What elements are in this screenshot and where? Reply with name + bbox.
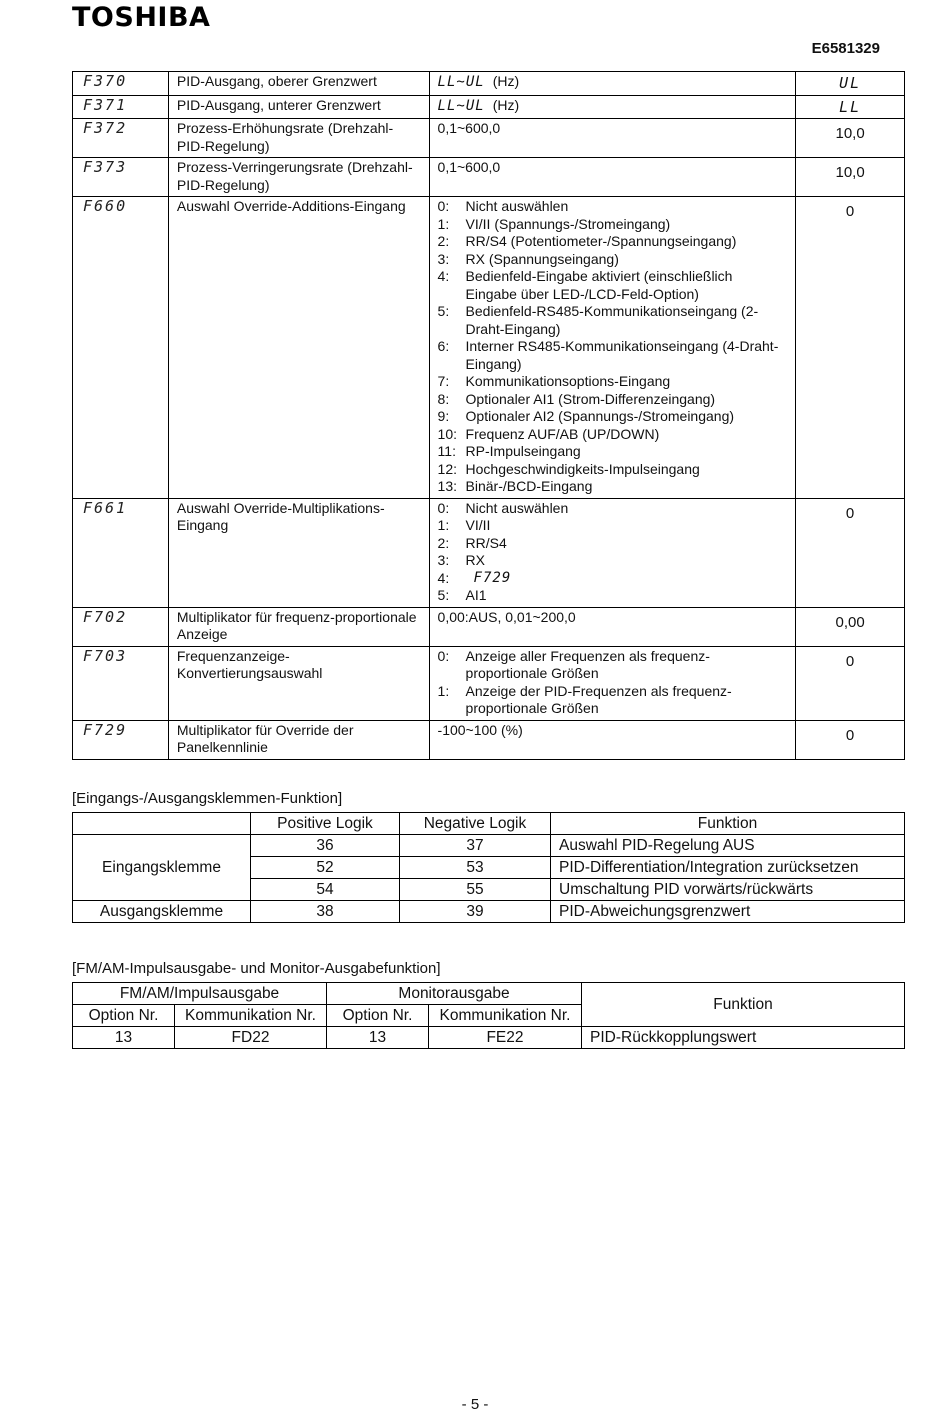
- option-text: Bedienfeld-RS485-Kommunikationseingang (2-Draht-Eingang): [465, 303, 759, 337]
- option-number: 2:: [437, 233, 450, 249]
- list-item: [438, 251, 788, 269]
- option-number-header: Option Nr.: [327, 1005, 429, 1027]
- default-value: UL: [796, 72, 905, 96]
- option-text: Frequenz AUF/AB (UP/DOWN): [465, 425, 660, 442]
- option-text: Nicht auswählen: [465, 499, 569, 516]
- positive-logic-cell: 38: [251, 901, 400, 923]
- option-text: Anzeige aller Frequenzen als frequenz-proportionale Größen: [465, 647, 710, 681]
- positive-logic-cell: 52: [251, 857, 400, 879]
- list-item: [438, 535, 788, 553]
- range-lcd: LL~UL: [437, 74, 485, 90]
- option-number: 3:: [437, 552, 450, 568]
- parameter-range: [429, 197, 796, 499]
- negative-logic-cell: 53: [400, 857, 551, 879]
- list-item: [438, 478, 788, 496]
- default-value: 10,0: [796, 158, 905, 197]
- function-cell: PID-Abweichungsgrenzwert: [551, 901, 905, 923]
- list-item: [438, 373, 788, 391]
- list-item: [438, 408, 788, 426]
- parameter-range: [429, 95, 796, 119]
- list-item: [438, 570, 788, 588]
- table-row: [73, 95, 905, 119]
- option-text: RP-Impulseingang: [465, 443, 581, 459]
- document-id: E6581329: [811, 40, 880, 57]
- list-item: [438, 552, 788, 570]
- communication-number-cell: FE22: [429, 1027, 582, 1049]
- function-cell: Auswahl PID-Regelung AUS: [551, 835, 905, 857]
- parameter-name: Prozess-Erhöhungsrate (Drehzahl-PID-Regelung): [168, 119, 429, 158]
- option-number: 2:: [437, 534, 450, 551]
- positive-logic-cell: 36: [251, 835, 400, 857]
- parameter-range: -100~100 (%): [429, 720, 796, 759]
- default-value: 0: [796, 720, 905, 759]
- monitor-group-row: [73, 983, 905, 1005]
- option-number: 7:: [437, 373, 450, 389]
- default-value: 0: [796, 646, 905, 720]
- default-value: 0: [796, 197, 905, 499]
- parameter-code: F703: [73, 646, 169, 720]
- list-item: [438, 338, 788, 373]
- parameter-code: F370: [73, 72, 169, 96]
- negative-logic-cell: 39: [400, 901, 551, 923]
- option-number: 5:: [437, 587, 450, 603]
- range-unit: (Hz): [492, 73, 520, 89]
- option-number: 0:: [437, 647, 450, 664]
- option-text: AI1: [465, 587, 487, 603]
- default-value: 0,00: [796, 607, 905, 646]
- option-number-cell: 13: [327, 1027, 429, 1049]
- input-terminal-label: Eingangsklemme: [73, 835, 251, 901]
- option-number: 0:: [437, 499, 450, 516]
- option-text: RR/S4: [465, 534, 507, 551]
- option-text: Anzeige der PID-Frequenzen als frequenz-proportionale Größen: [465, 682, 732, 716]
- option-text: RX: [465, 552, 485, 568]
- parameter-range: 0,00:AUS, 0,01~200,0: [429, 607, 796, 646]
- list-item: [438, 391, 788, 409]
- parameter-name: Auswahl Override-Multiplikations-Eingang: [168, 498, 429, 607]
- parameter-code: F702: [73, 607, 169, 646]
- option-text: Optionaler AI2 (Spannungs-/Stromeingang): [465, 408, 735, 424]
- list-item: [438, 198, 788, 216]
- option-text: Bedienfeld-Eingabe aktiviert (einschließlich Eingabe über LED-/LCD-Feld-Option): [465, 268, 733, 302]
- parameter-code: F372: [73, 119, 169, 158]
- parameter-name: Multiplikator für Override der Panelkennlinie: [168, 720, 429, 759]
- option-number: 12:: [437, 460, 457, 477]
- list-item: [438, 443, 788, 461]
- list-item: [438, 517, 788, 535]
- option-text: Kommunikationsoptions-Eingang: [465, 373, 671, 389]
- option-number: 5:: [437, 303, 450, 319]
- fm-am-pulse-output-header: FM/AM/Impulsausgabe: [73, 983, 327, 1005]
- option-text: Optionaler AI1 (Strom-Differenzeingang): [465, 390, 716, 407]
- option-text: RR/S4 (Potentiometer-/Spannungseingang): [465, 233, 737, 249]
- option-number-cell: 13: [73, 1027, 175, 1049]
- option-text: Binär-/BCD-Eingang: [465, 478, 593, 494]
- negative-logic-cell: 37: [400, 835, 551, 857]
- table-row: [73, 835, 905, 857]
- parameter-range: [429, 498, 796, 607]
- table-row: [73, 720, 905, 759]
- parameter-code: F373: [73, 158, 169, 197]
- list-item: [438, 587, 788, 605]
- option-number: 1:: [437, 517, 450, 533]
- range-lcd: LL~UL: [437, 97, 485, 114]
- parameter-range: 0,1~600,0: [429, 119, 796, 158]
- communication-number-header: Kommunikation Nr.: [429, 1005, 582, 1027]
- terminal-section-title: [Eingangs-/Ausgangsklemmen-Funktion]: [72, 790, 343, 807]
- option-number: 10:: [437, 425, 457, 442]
- list-item: [438, 683, 788, 718]
- table-row: [73, 158, 905, 197]
- option-text: RX (Spannungseingang): [465, 250, 619, 267]
- parameter-table: [72, 71, 905, 760]
- option-text: F729: [473, 569, 512, 586]
- list-item: [438, 461, 788, 479]
- terminal-header-row: [73, 813, 905, 835]
- parameter-name: PID-Ausgang, unterer Grenzwert: [168, 95, 429, 119]
- parameter-name: Frequenzanzeige-Konvertierungsauswahl: [168, 646, 429, 720]
- parameter-range: [429, 646, 796, 720]
- list-item: [438, 426, 788, 444]
- page-number: - 5 -: [461, 1396, 489, 1413]
- option-text: Nicht auswählen: [465, 198, 569, 214]
- table-row: [73, 498, 905, 607]
- parameter-code: F661: [73, 498, 169, 607]
- table-row: [73, 646, 905, 720]
- option-number: 8:: [437, 390, 450, 407]
- monitor-function-header: Funktion: [582, 983, 905, 1027]
- parameter-range: 0,1~600,0: [429, 158, 796, 197]
- parameter-name: Auswahl Override-Additions-Eingang: [168, 197, 429, 499]
- parameter-code: F660: [73, 197, 169, 499]
- option-number: 0:: [437, 198, 450, 214]
- list-item: [438, 216, 788, 234]
- output-terminal-label: Ausgangsklemme: [73, 901, 251, 923]
- option-text: Hochgeschwindigkeits-Impulseingang: [465, 460, 700, 477]
- terminal-header-empty: [73, 813, 251, 835]
- table-row: [73, 901, 905, 923]
- list-item: [438, 648, 788, 683]
- function-cell: PID-Rückkopplungswert: [582, 1027, 905, 1049]
- monitor-output-table: [72, 982, 905, 1049]
- terminal-header-positive: Positive Logik: [251, 813, 400, 835]
- option-number: 4:: [437, 569, 450, 586]
- option-number-header: Option Nr.: [73, 1005, 175, 1027]
- option-text: VI/II (Spannungs-/Stromeingang): [465, 215, 671, 232]
- table-row: [73, 197, 905, 499]
- terminal-function-table: [72, 812, 905, 923]
- function-cell: Umschaltung PID vorwärts/rückwärts: [551, 879, 905, 901]
- option-number: 9:: [437, 408, 450, 424]
- default-value: 10,0: [796, 119, 905, 158]
- default-value: 0: [796, 498, 905, 607]
- parameter-name: Prozess-Verringerungsrate (Drehzahl-PID-Regelung): [168, 158, 429, 197]
- option-number: 4:: [437, 268, 450, 284]
- option-number: 3:: [437, 250, 450, 267]
- table-row: [73, 607, 905, 646]
- parameter-name: Multiplikator für frequenz-proportionale Anzeige: [168, 607, 429, 646]
- list-item: [438, 500, 788, 518]
- option-text: Interner RS485-Kommunikationseingang (4-Draht-Eingang): [465, 338, 779, 372]
- list-item: [438, 233, 788, 251]
- option-number: 13:: [437, 478, 457, 494]
- default-value: LL: [796, 95, 905, 119]
- function-cell: PID-Differentiation/Integration zurücksetzen: [551, 857, 905, 879]
- option-text: VI/II: [465, 517, 491, 533]
- positive-logic-cell: 54: [251, 879, 400, 901]
- option-number: 11:: [437, 443, 456, 459]
- range-unit: (Hz): [492, 96, 520, 113]
- communication-number-header: Kommunikation Nr.: [175, 1005, 327, 1027]
- monitor-output-header: Monitorausgabe: [327, 983, 582, 1005]
- parameter-code: F371: [73, 95, 169, 119]
- option-number: 6:: [437, 338, 450, 354]
- list-item: [438, 303, 788, 338]
- table-row: [73, 119, 905, 158]
- table-row: [73, 72, 905, 96]
- company-logo: TOSHIBA: [72, 2, 211, 33]
- parameter-name: PID-Ausgang, oberer Grenzwert: [168, 72, 429, 96]
- table-row: [73, 1027, 905, 1049]
- option-number: 1:: [437, 215, 450, 232]
- terminal-header-negative: Negative Logik: [400, 813, 551, 835]
- list-item: [438, 268, 788, 303]
- negative-logic-cell: 55: [400, 879, 551, 901]
- monitor-section-title: [FM/AM-Impulsausgabe- und Monitor-Ausgabefunktion]: [72, 960, 441, 977]
- communication-number-cell: FD22: [175, 1027, 327, 1049]
- option-number: 1:: [437, 682, 450, 699]
- parameter-code: F729: [73, 720, 169, 759]
- terminal-header-function: Funktion: [551, 813, 905, 835]
- parameter-range: [429, 72, 796, 96]
